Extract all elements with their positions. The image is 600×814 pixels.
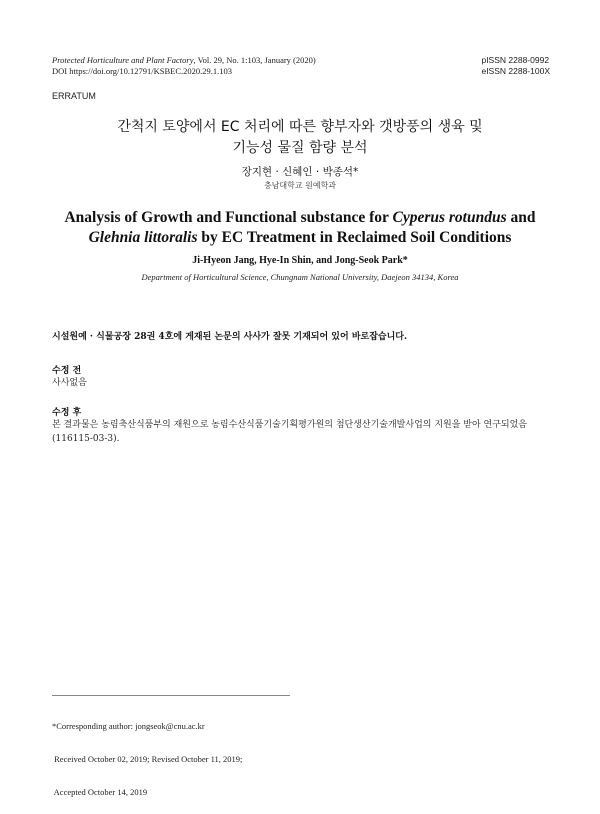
english-title-part1: Analysis of Growth and Functional substance for bbox=[64, 209, 393, 226]
english-title bbox=[50, 208, 550, 248]
footnote-divider bbox=[52, 695, 290, 696]
corresponding-author: *Corresponding author: jongseok@cnu.ac.kr bbox=[52, 721, 205, 731]
journal-header bbox=[52, 55, 316, 77]
english-title-part2: and bbox=[506, 209, 536, 226]
journal-name: Protected Horticulture and Plant Factory bbox=[52, 55, 194, 65]
english-title-species2: Glehnia littoralis bbox=[88, 229, 198, 246]
issn-block bbox=[481, 55, 550, 77]
before-heading: 수정 전 bbox=[52, 366, 82, 376]
after-heading: 수정 후 bbox=[52, 408, 82, 418]
erratum-notice: 시설원예 · 식물공장 28권 4호에 게재된 논문의 사사가 잘못 기재되어 있어 바로잡습니다. bbox=[52, 332, 408, 342]
korean-title-line2: 기능성 물질 함량 분석 bbox=[232, 140, 368, 156]
english-authors: Ji-Hyeon Jang, Hye-In Shin, and Jong-Seok Park* bbox=[192, 255, 408, 266]
after-text: 본 결과물은 농림축산식품부의 재원으로 농림수산식품기술기획평가원의 첨단생산기술개발사업의 지원을 받아 연구되었음 (116115-03-3). bbox=[52, 420, 527, 444]
english-title-species1: Cyperus rotundus bbox=[392, 209, 507, 226]
english-title-part3: by EC Treatment in Reclaimed Soil Conditions bbox=[197, 229, 512, 246]
erratum-label: ERRATUM bbox=[52, 91, 96, 101]
english-affiliation: Department of Horticultural Science, Chungnam National University, Daejeon 34134, Korea bbox=[141, 272, 459, 282]
accepted-date: Accepted October 14, 2019 bbox=[52, 787, 148, 797]
received-dates: Received October 02, 2019; Revised October 11, 2019; bbox=[52, 754, 243, 764]
footnote bbox=[52, 699, 242, 809]
korean-affiliation: 충남대학교 원예학과 bbox=[263, 181, 337, 190]
journal-volume: , Vol. 29, No. 1:103, January (2020) bbox=[193, 55, 316, 65]
pissn: pISSN 2288-0992 bbox=[481, 55, 550, 65]
before-text: 사사없음 bbox=[52, 378, 87, 388]
journal-citation bbox=[52, 55, 316, 66]
korean-title-line1: 간척지 토양에서 EC 처리에 따른 향부자와 갯방풍의 생육 및 bbox=[117, 119, 483, 135]
korean-title bbox=[60, 117, 540, 159]
doi-link[interactable]: DOI https://doi.org/10.12791/KSBEC.2020.29.1.103 bbox=[52, 66, 233, 76]
eissn: eISSN 2288-100X bbox=[481, 66, 550, 76]
korean-authors: 장지현 · 신혜인 · 박종석* bbox=[241, 166, 359, 178]
